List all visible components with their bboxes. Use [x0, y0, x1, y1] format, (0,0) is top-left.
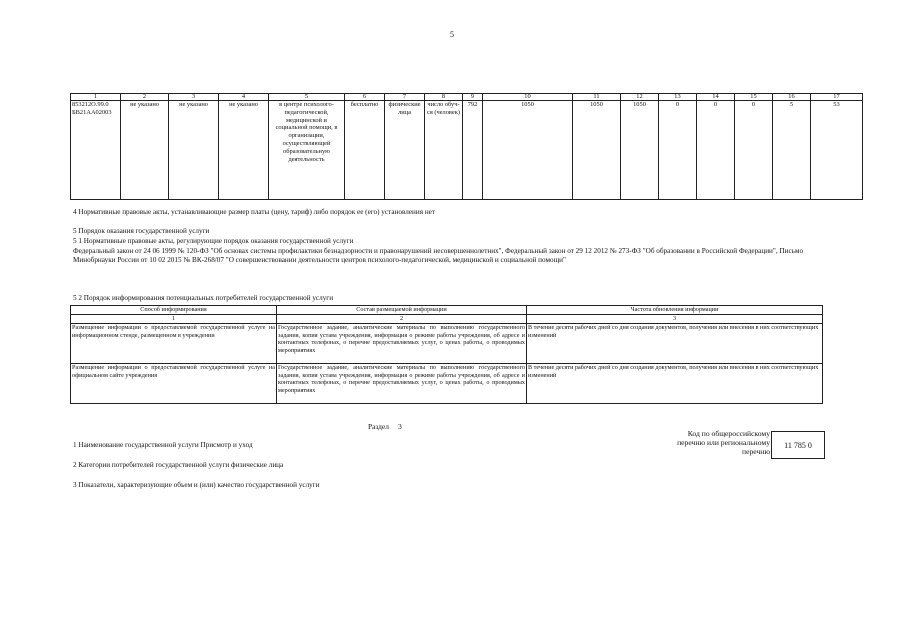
table-cell: число обуч-ся (человек) [425, 101, 463, 200]
table-cell: 853212О.99.0 БВ21АА02003 [71, 101, 121, 200]
table-cell: не указано [169, 101, 219, 200]
header-cell: 14 [697, 94, 735, 101]
table-cell: 792 [463, 101, 483, 200]
header-cell: 5 [269, 94, 345, 101]
table-cell: не указано [121, 101, 169, 200]
table-cell: 1050 [621, 101, 659, 200]
section-number: 3 [398, 422, 402, 431]
table-cell: Размещение информации о предоставляемой государственной услуге на официальном сайте учреждения [71, 364, 277, 404]
table-number-row [71, 315, 823, 324]
table-cell: 53 [811, 101, 863, 200]
header-cell: Способ информирования [71, 306, 277, 315]
information-table [70, 305, 823, 404]
section-4-text: 4 Нормативные правовые акты, устанавливающие размер платы (цену, тариф) либо порядок ее (его) установления нет [73, 208, 436, 216]
table-row [71, 324, 823, 364]
header-cell: 2 [121, 94, 169, 101]
page-number: 5 [450, 30, 454, 39]
section-5-1-text: Федеральный закон от 24 06 1999 № 120-ФЗ "Об основах системы профилактики безнадзорности и правонарушений несовершеннолетних", Федеральный закон от 29 12 2012 № 273-ФЗ "Об образовании в Российской Федерации", Письмо Минобрнауки России от 10 02 2015 № ВК-268/07 "О совершенствовании деятельности центров психолого-педагогической, медицинской и социальной помощи" [73, 247, 804, 264]
table-cell: физические лица [385, 101, 425, 200]
code-value: 11 785 0 [771, 431, 825, 459]
table-cell: 1050 [483, 101, 573, 200]
section-5-1-heading: 5 1 Нормативные правовые акты, регулирующие порядок оказания государственной услуги [73, 237, 354, 245]
section-5-heading: 5 Порядок оказания государственной услуги [73, 227, 210, 235]
header-cell: 17 [811, 94, 863, 101]
table-cell: 0 [697, 101, 735, 200]
section-5-2-heading: 5 2 Порядок информирования потенциальных потребителей государственной услуги [73, 294, 334, 302]
table-header-row [71, 306, 823, 315]
header-cell: 11 [573, 94, 621, 101]
header-cell: 9 [463, 94, 483, 101]
header-cell: 1 [71, 94, 121, 101]
header-cell: 1 [71, 315, 277, 324]
section-label: Раздел [368, 422, 389, 431]
table-cell: не указано [219, 101, 269, 200]
header-cell: 2 [277, 315, 527, 324]
table-cell: Размещение информации о предоставляемой государственной услуге на информационном стенде, размещенном в учреждении [71, 324, 277, 364]
header-cell: Частота обновления информации [527, 306, 823, 315]
header-cell: 16 [773, 94, 811, 101]
table-cell: Государственное задание, аналитические материалы по выполнению государственного задания, копия устава учреждения, информация о режиме работы учреждения, об адресе и контактных телефонах, о перечне предоставляемых услуг, о ценах работы, о проводимых мероприятиях [277, 364, 527, 404]
table-cell: 5 [773, 101, 811, 200]
header-cell: 12 [621, 94, 659, 101]
item-3-text: 3 Показатели, характеризующие объем и (или) качество государственной услуги [73, 481, 320, 489]
item-2-text: 2 Категории потребителей государственной услуги физические лица [73, 461, 284, 469]
header-cell: 3 [169, 94, 219, 101]
table-cell: в центре психолого-педагогической, медицинской и социальной помощи, в организации, осуществляющей образовательную деятельность [269, 101, 345, 200]
code-label: Код по общероссийскому перечню или региональному перечню [677, 429, 770, 456]
table-row [71, 364, 823, 404]
table-cell: 0 [735, 101, 773, 200]
header-cell: 4 [219, 94, 269, 101]
header-cell: 3 [527, 315, 823, 324]
header-cell: 8 [425, 94, 463, 101]
table-header-row [71, 94, 863, 101]
header-cell: 13 [659, 94, 697, 101]
table-cell: В течение десяти рабочих дней со дня создания документов, получения или внесения в них соответствующих изменений [527, 324, 823, 364]
table-cell: В течение десяти рабочих дней со дня создания документов, получения или внесения в них соответствующих изменений [527, 364, 823, 404]
table-cell: 0 [659, 101, 697, 200]
header-cell: 7 [385, 94, 425, 101]
table-cell: бесплатно [345, 101, 385, 200]
header-cell: Состав размещаемой информации [277, 306, 527, 315]
header-cell: 15 [735, 94, 773, 101]
section-title [368, 422, 402, 431]
header-cell: 6 [345, 94, 385, 101]
indicator-table [70, 93, 863, 200]
table-cell: Государственное задание, аналитические материалы по выполнению государственного задания, копия устава учреждения, информация о режиме работы учреждения, об адресе и контактных телефонах, о перечне предоставляемых услуг, о ценах работы, о проводимых мероприятиях [277, 324, 527, 364]
table-row [71, 101, 863, 200]
item-1-text: 1 Наименование государственной услуги Присмотр и уход [73, 441, 253, 449]
table-cell: 1050 [573, 101, 621, 200]
header-cell: 10 [483, 94, 573, 101]
